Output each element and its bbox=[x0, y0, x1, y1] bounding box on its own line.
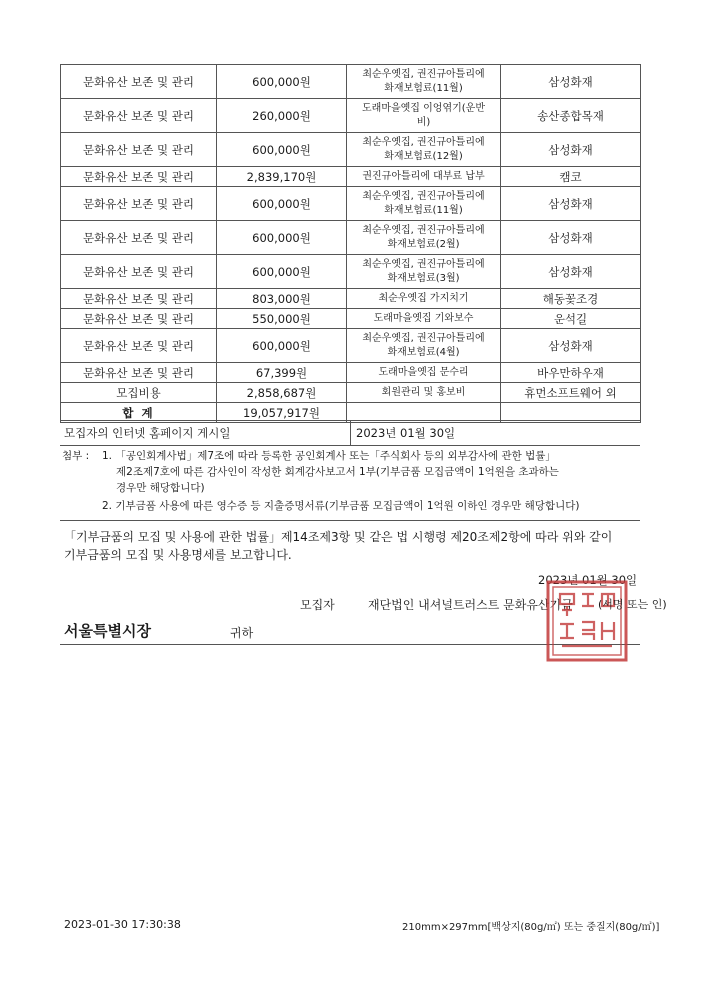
amount-cell: 600,000원 bbox=[217, 187, 347, 221]
purpose-cell: 문화유산 보존 및 관리 bbox=[61, 167, 217, 187]
paper-spec: 210mm×297mm[백상지(80g/㎡) 또는 중질지(80g/㎡)] bbox=[402, 922, 660, 933]
amount-cell: 803,000원 bbox=[217, 289, 347, 309]
amount-cell: 600,000원 bbox=[217, 221, 347, 255]
description-line: 도래마을옛집 문수리 bbox=[378, 366, 469, 378]
description-cell bbox=[347, 133, 501, 167]
homepage-posting-label: 모집자의 인터넷 홈페이지 게시일 bbox=[64, 426, 231, 440]
description-cell bbox=[347, 187, 501, 221]
description-line: 최순우옛집, 권진규아틀리에 bbox=[362, 332, 485, 344]
description-line: 화재보험료(12월) bbox=[384, 150, 463, 162]
section-divider bbox=[60, 520, 640, 521]
description-cell bbox=[347, 99, 501, 133]
description-line: 도래마을옛집 기와보수 bbox=[373, 312, 474, 324]
addressee-name: 서울특별시장 bbox=[64, 622, 151, 640]
payee-cell: 삼성화재 bbox=[501, 133, 641, 167]
purpose-cell: 문화유산 보존 및 관리 bbox=[61, 133, 217, 167]
payee-cell: 삼성화재 bbox=[501, 187, 641, 221]
purpose-cell: 문화유산 보존 및 관리 bbox=[61, 255, 217, 289]
purpose-cell: 문화유산 보존 및 관리 bbox=[61, 221, 217, 255]
description-line: 회원관리 및 홍보비 bbox=[381, 386, 466, 398]
description-line: 권진규아틀리에 대부료 납부 bbox=[362, 170, 485, 182]
attachment-line-2: 제2조제7호에 따른 감사인이 작성한 회계감사보고서 1부(기부금품 모집금액이 1억원을 초과하는 bbox=[116, 466, 559, 478]
homepage-posting-row bbox=[60, 420, 640, 446]
description-line: 화재보험료(11월) bbox=[384, 204, 463, 216]
description-line: 화재보험료(11월) bbox=[384, 82, 463, 94]
amount-cell: 260,000원 bbox=[217, 99, 347, 133]
table-row bbox=[61, 363, 641, 383]
purpose-cell: 문화유산 보존 및 관리 bbox=[61, 99, 217, 133]
payee-cell: 캠코 bbox=[501, 167, 641, 187]
purpose-cell: 문화유산 보존 및 관리 bbox=[61, 289, 217, 309]
table-row bbox=[61, 65, 641, 99]
payee-cell: 삼성화재 bbox=[501, 65, 641, 99]
purpose-cell: 모집비용 bbox=[61, 383, 217, 403]
amount-cell: 2,858,687원 bbox=[217, 383, 347, 403]
description-line: 화재보험료(2월) bbox=[387, 238, 460, 250]
description-line: 도래마을옛집 이엉엮기(운반 bbox=[362, 102, 485, 114]
total-amount: 19,057,917원 bbox=[217, 403, 347, 423]
attachments-header: 첨부 : bbox=[62, 450, 90, 462]
description-cell bbox=[347, 383, 501, 403]
description-line: 최순우옛집, 권진규아틀리에 bbox=[362, 224, 485, 236]
table-row bbox=[61, 309, 641, 329]
row-divider bbox=[350, 421, 351, 445]
amount-cell: 600,000원 bbox=[217, 65, 347, 99]
table-row bbox=[61, 221, 641, 255]
payee-cell: 삼성화재 bbox=[501, 329, 641, 363]
description-cell bbox=[347, 329, 501, 363]
organizer-label: 모집자 bbox=[300, 598, 335, 612]
amount-cell: 550,000원 bbox=[217, 309, 347, 329]
description-line: 화재보험료(4월) bbox=[387, 346, 460, 358]
description-line: 최순우옛집 가지치기 bbox=[378, 292, 469, 304]
usage-table bbox=[60, 64, 641, 423]
description-line: 최순우옛집, 권진규아틀리에 bbox=[362, 258, 485, 270]
description-line: 최순우옛집, 권진규아틀리에 bbox=[362, 68, 485, 80]
official-seal-icon bbox=[540, 576, 632, 666]
addressee-honorific: 귀하 bbox=[230, 626, 254, 640]
amount-cell: 600,000원 bbox=[217, 329, 347, 363]
purpose-cell: 문화유산 보존 및 관리 bbox=[61, 309, 217, 329]
amount-cell: 600,000원 bbox=[217, 133, 347, 167]
attachment-line-3: 경우만 해당합니다) bbox=[116, 482, 205, 494]
purpose-cell: 문화유산 보존 및 관리 bbox=[61, 65, 217, 99]
description-line: 최순우옛집, 권진규아틀리에 bbox=[362, 190, 485, 202]
payee-cell: 삼성화재 bbox=[501, 221, 641, 255]
description-cell bbox=[347, 309, 501, 329]
total-label: 합 계 bbox=[61, 403, 217, 423]
table-row bbox=[61, 187, 641, 221]
description-line: 최순우옛집, 권진규아틀리에 bbox=[362, 136, 485, 148]
amount-cell: 67,399원 bbox=[217, 363, 347, 383]
organizer-name: 재단법인 내셔널트러스트 문화유산기금 bbox=[368, 598, 573, 612]
description-cell bbox=[347, 65, 501, 99]
amount-cell: 600,000원 bbox=[217, 255, 347, 289]
description-line: 비) bbox=[416, 116, 431, 128]
description-cell bbox=[347, 255, 501, 289]
payee-cell: 바우만하우재 bbox=[501, 363, 641, 383]
print-timestamp: 2023-01-30 17:30:38 bbox=[64, 918, 181, 931]
amount-cell: 2,839,170원 bbox=[217, 167, 347, 187]
purpose-cell: 문화유산 보존 및 관리 bbox=[61, 329, 217, 363]
purpose-cell: 문화유산 보존 및 관리 bbox=[61, 187, 217, 221]
attachment-line-1: 1. 「공인회계사법」제7조에 따라 등록한 공인회계사 또는「주식회사 등의 외부감사에 관한 법률」 bbox=[102, 450, 556, 462]
table-row bbox=[61, 255, 641, 289]
signature-date: 2023년 01월 30일 bbox=[538, 573, 638, 587]
table-row bbox=[61, 99, 641, 133]
description-cell bbox=[347, 363, 501, 383]
attachment-line-4: 2. 기부금품 사용에 따른 영수증 등 지출증명서류(기부금품 모집금액이 1억원 이하인 경우만 해당합니다) bbox=[102, 500, 580, 512]
payee-cell: 삼성화재 bbox=[501, 255, 641, 289]
signature-or-seal-label: (서명 또는 인) bbox=[598, 598, 667, 611]
table-row bbox=[61, 329, 641, 363]
report-line-1: 「기부금품의 모집 및 사용에 관한 법률」제14조제3항 및 같은 법 시행령 제20조제2항에 따라 위와 같이 bbox=[64, 530, 613, 544]
homepage-posting-date: 2023년 01월 30일 bbox=[356, 426, 456, 440]
report-line-2: 기부금품의 모집 및 사용명세를 보고합니다. bbox=[64, 548, 292, 562]
table-row bbox=[61, 289, 641, 309]
payee-cell: 휴먼소프트웨어 외 bbox=[501, 383, 641, 403]
description-cell bbox=[347, 289, 501, 309]
payee-cell: 송산종합목재 bbox=[501, 99, 641, 133]
table-row bbox=[61, 167, 641, 187]
payee-cell: 운석길 bbox=[501, 309, 641, 329]
description-line: 화재보험료(3월) bbox=[387, 272, 460, 284]
usage-table-body bbox=[61, 65, 641, 423]
table-row bbox=[61, 383, 641, 403]
description-cell bbox=[347, 167, 501, 187]
purpose-cell: 문화유산 보존 및 관리 bbox=[61, 363, 217, 383]
payee-cell: 해동꽃조경 bbox=[501, 289, 641, 309]
description-cell bbox=[347, 221, 501, 255]
table-row bbox=[61, 133, 641, 167]
